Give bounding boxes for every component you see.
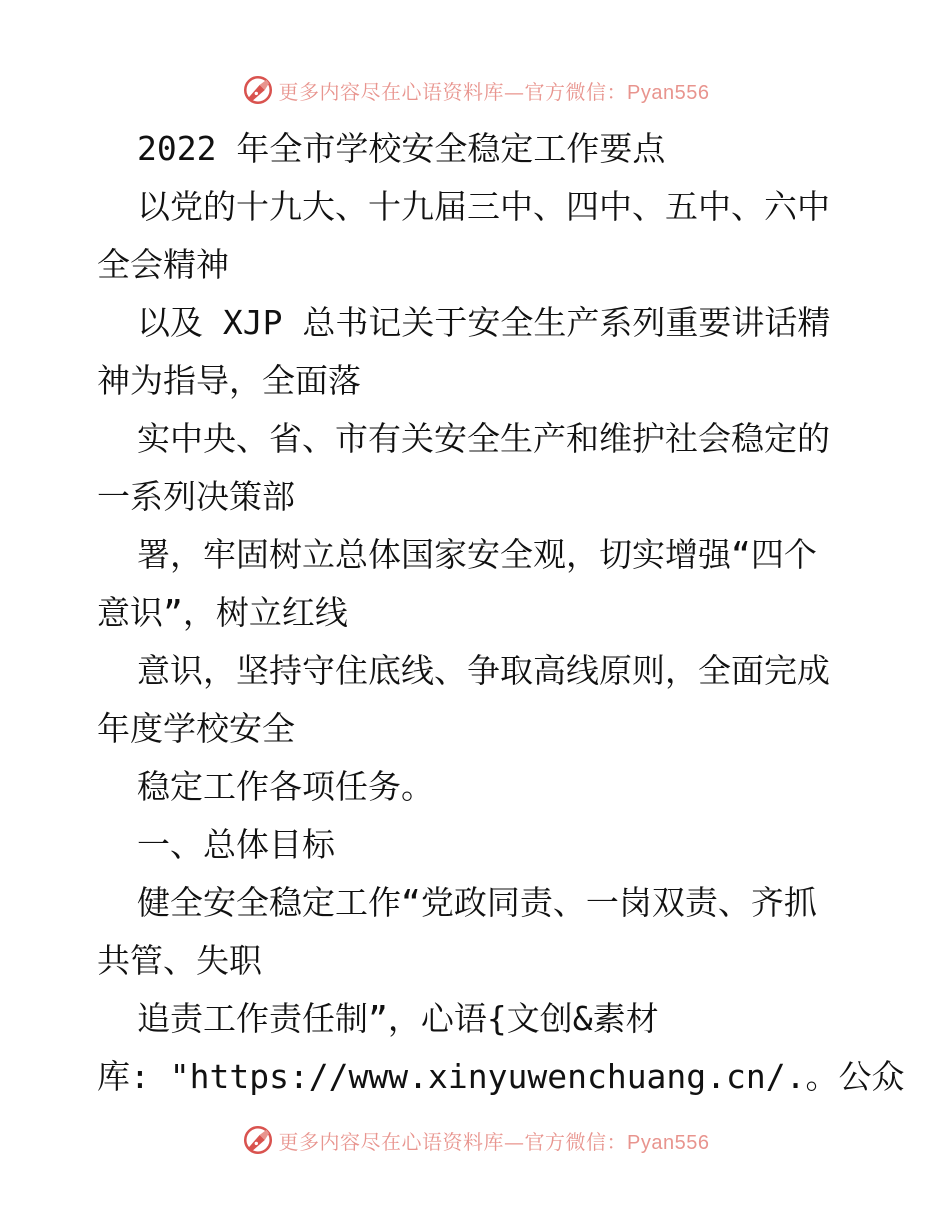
paragraph-line: 年度学校安全 (97, 709, 295, 748)
document-body (97, 120, 905, 1106)
paragraph-line: 署，牢固树立总体国家安全观，切实增强“四个 (137, 535, 817, 574)
header-banner (0, 70, 950, 110)
paragraph-line: 意识”，树立红线 (97, 593, 348, 632)
banner-text: 更多内容尽在心语资料库—官方微信：Pyan556 (278, 1129, 710, 1154)
paragraph-line: 全会精神 (97, 245, 229, 284)
pen-nib-logo-icon (241, 1123, 275, 1157)
paragraph-line: 库: "https://www.xinyuwenchuang.cn/.。公众 (97, 1057, 905, 1096)
section-heading: 一、总体目标 (137, 825, 335, 864)
paragraph-line: 神为指导，全面落 (97, 361, 361, 400)
paragraph-line: 稳定工作各项任务。 (137, 767, 434, 806)
paragraph-line: 意识，坚持守住底线、争取高线原则，全面完成 (137, 651, 830, 690)
paragraph-line: 健全安全稳定工作“党政同责、一岗双责、齐抓 (137, 883, 817, 922)
paragraph-line: 追责工作责任制”，心语{文创&素材 (137, 999, 659, 1038)
paragraph-line: 一系列决策部 (97, 477, 295, 516)
paragraph-line: 以及 XJP 总书记关于安全生产系列重要讲话精 (137, 303, 831, 342)
pen-nib-logo-icon (241, 73, 275, 107)
paragraph-line: 以党的十九大、十九届三中、四中、五中、六中 (137, 187, 830, 226)
banner-text: 更多内容尽在心语资料库—官方微信：Pyan556 (278, 79, 710, 104)
paragraph-line: 实中央、省、市有关安全生产和维护社会稳定的 (137, 419, 830, 458)
footer-banner (0, 1120, 950, 1160)
document-title: 2022 年全市学校安全稳定工作要点 (137, 129, 666, 168)
paragraph-line: 共管、失职 (97, 941, 262, 980)
